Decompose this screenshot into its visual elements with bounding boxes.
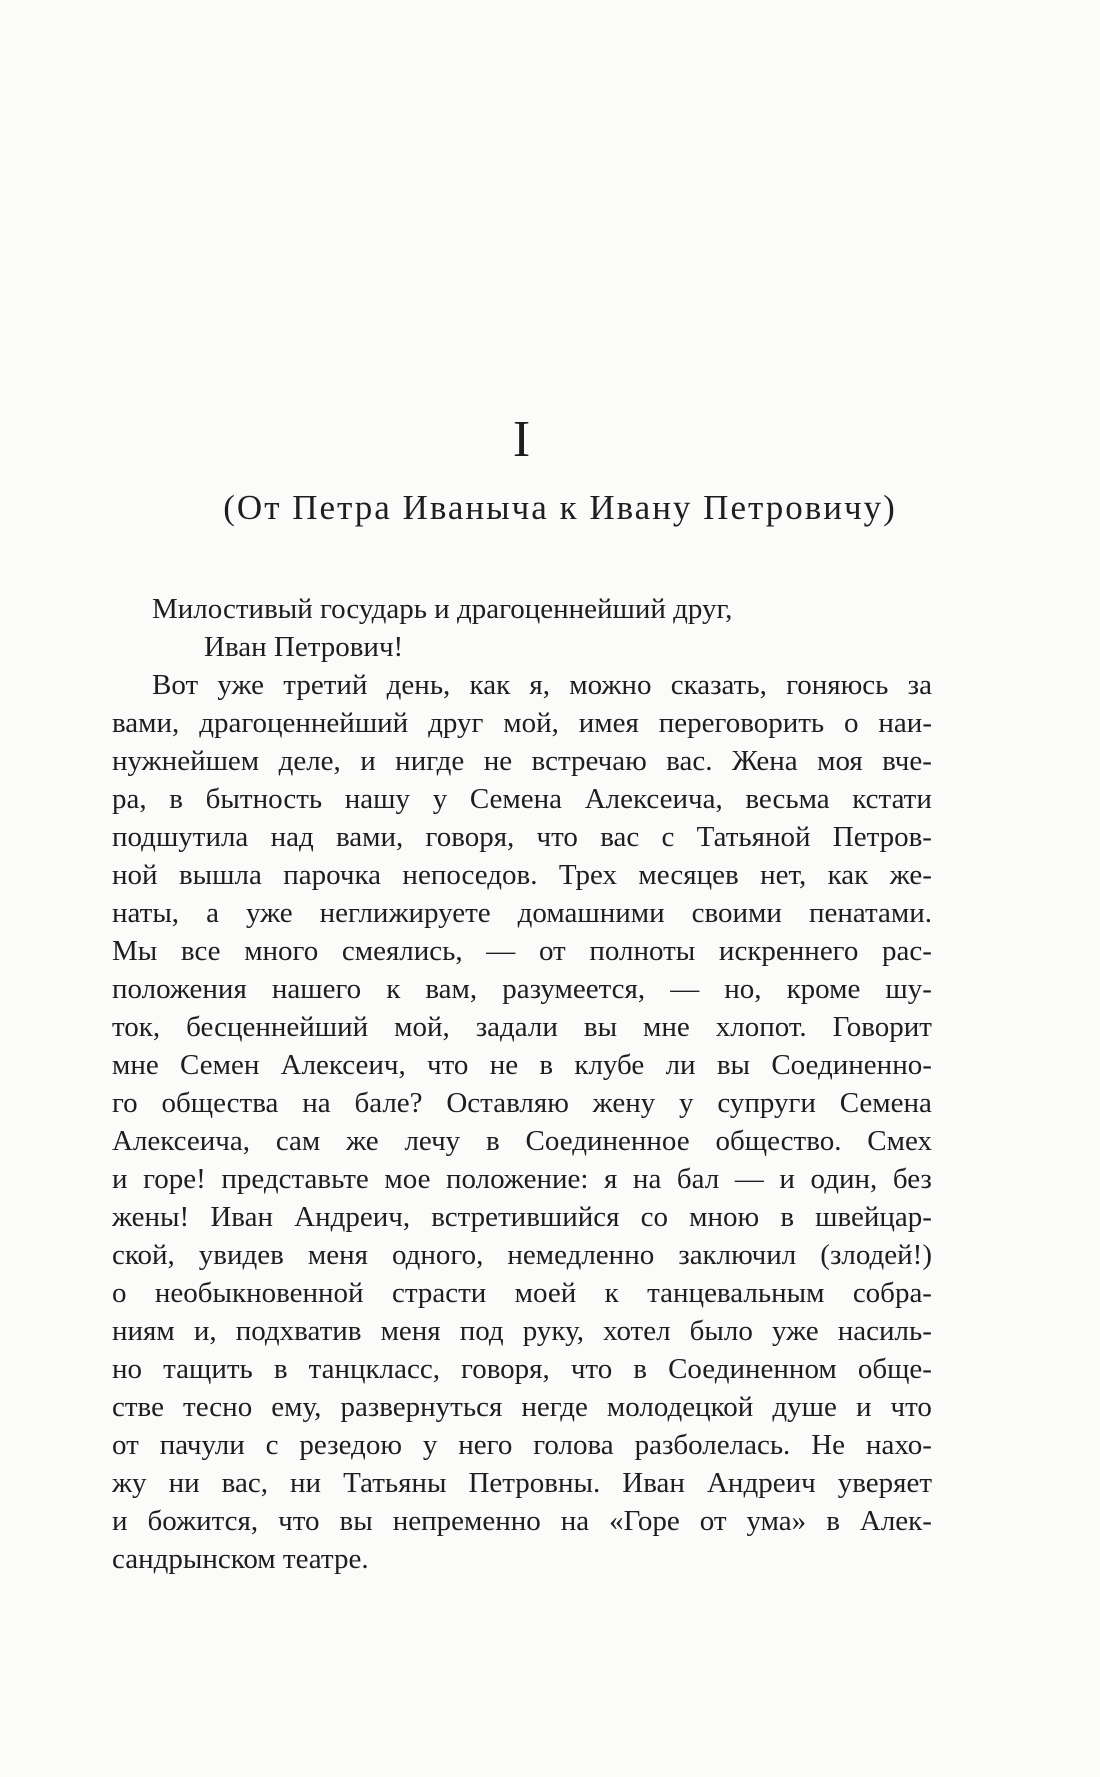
word: и bbox=[360, 745, 376, 777]
word: нужнейшем bbox=[112, 745, 260, 777]
word: ной bbox=[112, 859, 158, 891]
word: в bbox=[273, 1353, 288, 1385]
word: общества bbox=[161, 1087, 279, 1119]
word: а bbox=[206, 897, 219, 929]
word: Семен bbox=[180, 1049, 260, 1081]
word: я, bbox=[529, 669, 551, 701]
word: моя bbox=[817, 745, 863, 777]
word: танцкласс, bbox=[308, 1353, 440, 1385]
word: хотел bbox=[603, 1315, 671, 1347]
word: в bbox=[169, 783, 183, 815]
word: Алексеича, bbox=[112, 1125, 250, 1157]
word: что bbox=[427, 1049, 469, 1081]
word: меня bbox=[380, 1315, 441, 1347]
word: в bbox=[539, 1049, 554, 1081]
text-line: Иван Петрович! bbox=[204, 631, 404, 663]
word: обще- bbox=[857, 1353, 932, 1385]
word: тащить bbox=[163, 1353, 253, 1385]
word: ниям bbox=[112, 1315, 175, 1347]
word: голова bbox=[533, 1429, 614, 1461]
word: вы bbox=[716, 1049, 751, 1081]
word: представьте bbox=[221, 1163, 369, 1195]
word: говоря, bbox=[425, 821, 515, 853]
word: Петров- bbox=[832, 821, 932, 853]
word: божится, bbox=[147, 1505, 259, 1537]
word: деле, bbox=[278, 745, 341, 777]
word: жу bbox=[112, 1467, 147, 1499]
word: вы bbox=[583, 1011, 618, 1043]
text-line bbox=[112, 1046, 932, 1084]
word: Андреич bbox=[706, 1467, 816, 1499]
text-line: сандрынском театре. bbox=[112, 1543, 369, 1575]
word: моей bbox=[514, 1277, 577, 1309]
word: полноты bbox=[589, 935, 696, 967]
word: Вот bbox=[152, 669, 199, 701]
word: Алек- bbox=[859, 1505, 932, 1537]
word: страсти bbox=[391, 1277, 487, 1309]
word: с bbox=[265, 1429, 279, 1461]
word: мой, bbox=[394, 1011, 450, 1043]
chapter-number: I bbox=[512, 411, 532, 468]
word: вас bbox=[600, 821, 640, 853]
word: парочка bbox=[283, 859, 381, 891]
word: месяцев bbox=[638, 859, 739, 891]
word: и, bbox=[193, 1315, 217, 1347]
word: можно bbox=[569, 669, 652, 701]
word: у bbox=[679, 1087, 694, 1119]
word: Смех bbox=[867, 1125, 932, 1157]
text-line bbox=[112, 1274, 932, 1312]
word: Алексеич, bbox=[280, 1049, 406, 1081]
word: как bbox=[469, 669, 511, 701]
word: не bbox=[483, 745, 513, 777]
word: бесценнейший bbox=[186, 1011, 369, 1043]
word: что bbox=[536, 821, 578, 853]
word: бытность bbox=[205, 783, 323, 815]
word: собра- bbox=[852, 1277, 932, 1309]
word: Татьяной bbox=[696, 821, 811, 853]
word: супруги bbox=[717, 1087, 816, 1119]
word: от bbox=[538, 935, 566, 967]
word: мой, bbox=[503, 707, 559, 739]
word: сказать, bbox=[670, 669, 767, 701]
word: увидев bbox=[198, 1239, 284, 1271]
word: на bbox=[302, 1087, 331, 1119]
word: Иван bbox=[210, 1201, 273, 1233]
word: у bbox=[432, 783, 448, 815]
word: немедленно bbox=[507, 1239, 655, 1271]
word: жену bbox=[592, 1087, 656, 1119]
text-line bbox=[112, 742, 932, 780]
word: пачули bbox=[159, 1429, 245, 1461]
word: хлопот. bbox=[715, 1011, 807, 1043]
word: ни bbox=[290, 1467, 322, 1499]
word: (злодей!) bbox=[820, 1239, 932, 1271]
word: и bbox=[779, 1163, 795, 1195]
word: рас- bbox=[882, 935, 932, 967]
word: ему, bbox=[271, 1391, 322, 1423]
text-line bbox=[112, 1122, 932, 1160]
word: — bbox=[670, 973, 700, 1005]
word: за bbox=[907, 669, 932, 701]
word: смеялись, bbox=[341, 935, 463, 967]
word: нет, bbox=[760, 859, 807, 891]
word: и bbox=[855, 1391, 872, 1423]
word: один, bbox=[810, 1163, 878, 1195]
word: нашего bbox=[271, 973, 362, 1005]
word: наи- bbox=[878, 707, 932, 739]
text-line bbox=[112, 666, 932, 704]
word: заключил bbox=[678, 1239, 797, 1271]
word: мне bbox=[643, 1011, 690, 1043]
word: душе bbox=[772, 1391, 837, 1423]
text-line bbox=[112, 1236, 932, 1274]
word: над bbox=[270, 821, 314, 853]
word: Семена bbox=[469, 783, 563, 815]
word: под bbox=[459, 1315, 504, 1347]
word: разумеется, bbox=[502, 973, 646, 1005]
word: драгоценнейший bbox=[199, 707, 409, 739]
word: клубе bbox=[574, 1049, 645, 1081]
word: подхватив bbox=[235, 1315, 362, 1347]
word: встречаю bbox=[531, 745, 647, 777]
word: имея bbox=[578, 707, 639, 739]
word: и bbox=[112, 1163, 128, 1195]
text-line bbox=[112, 1160, 932, 1198]
word: о bbox=[844, 707, 859, 739]
word: бал bbox=[676, 1163, 720, 1195]
word: нахо- bbox=[865, 1429, 932, 1461]
word: го bbox=[112, 1087, 138, 1119]
word: ра, bbox=[112, 783, 147, 815]
word: уверяет bbox=[837, 1467, 932, 1499]
word: третий bbox=[283, 669, 368, 701]
word: Семена bbox=[839, 1087, 932, 1119]
word: много bbox=[244, 935, 319, 967]
word: в bbox=[780, 1201, 795, 1233]
word: положение: bbox=[446, 1163, 589, 1195]
word: Жена bbox=[731, 745, 798, 777]
word: задали bbox=[475, 1011, 558, 1043]
word: вышла bbox=[178, 859, 262, 891]
word: в bbox=[486, 1125, 500, 1157]
text-line bbox=[112, 1084, 932, 1122]
word: бале? bbox=[354, 1087, 423, 1119]
word: вас, bbox=[221, 1467, 268, 1499]
word: и bbox=[112, 1505, 128, 1537]
word: я bbox=[604, 1163, 618, 1195]
word: Петровны. bbox=[468, 1467, 601, 1499]
word: друг bbox=[428, 707, 484, 739]
text-line bbox=[112, 1008, 932, 1046]
word: молодецкой bbox=[606, 1391, 754, 1423]
word: Говорит bbox=[832, 1011, 932, 1043]
word: что bbox=[278, 1505, 320, 1537]
text-line bbox=[112, 704, 932, 742]
word: нашу bbox=[344, 783, 411, 815]
word: шу- bbox=[885, 973, 932, 1005]
word: Соединенное bbox=[525, 1125, 690, 1157]
word: день, bbox=[386, 669, 451, 701]
word: подшутила bbox=[112, 821, 249, 853]
word: домашними bbox=[517, 897, 665, 929]
word: все bbox=[180, 935, 221, 967]
word: говоря, bbox=[461, 1353, 550, 1385]
word: уже bbox=[217, 669, 265, 701]
word: непременно bbox=[392, 1505, 541, 1537]
word: без bbox=[892, 1163, 932, 1195]
word: мною bbox=[689, 1201, 760, 1233]
word: же- bbox=[889, 859, 932, 891]
word: к bbox=[604, 1277, 619, 1309]
word: Мы bbox=[112, 935, 158, 967]
word: уже bbox=[245, 897, 293, 929]
word: от bbox=[112, 1429, 139, 1461]
text-line bbox=[112, 1426, 932, 1464]
word: пенатами. bbox=[808, 897, 932, 929]
word: кстати bbox=[852, 783, 932, 815]
word: насиль- bbox=[837, 1315, 932, 1347]
word: вче- bbox=[882, 745, 932, 777]
word: к bbox=[386, 973, 401, 1005]
word: в bbox=[826, 1505, 840, 1537]
word: «Горе bbox=[609, 1505, 680, 1537]
word: сам bbox=[275, 1125, 321, 1157]
word: что bbox=[570, 1353, 613, 1385]
word: танцевальным bbox=[647, 1277, 825, 1309]
word: — bbox=[734, 1163, 764, 1195]
text-line bbox=[112, 856, 932, 894]
word: тесно bbox=[183, 1391, 253, 1423]
word: лечу bbox=[404, 1125, 461, 1157]
word: Иван bbox=[622, 1467, 685, 1499]
word: мне bbox=[112, 1049, 159, 1081]
word: жены! bbox=[112, 1201, 190, 1233]
word: в bbox=[633, 1353, 647, 1385]
word: на bbox=[632, 1163, 662, 1195]
word: переговорить bbox=[658, 707, 825, 739]
word: уже bbox=[771, 1315, 819, 1347]
word: со bbox=[640, 1201, 668, 1233]
word: Трех bbox=[558, 859, 617, 891]
word: но bbox=[112, 1353, 143, 1385]
word: необыкновенной bbox=[154, 1277, 364, 1309]
text-line bbox=[112, 780, 932, 818]
word: неглижируете bbox=[319, 897, 491, 929]
word: о bbox=[112, 1277, 127, 1309]
text-line bbox=[112, 1198, 932, 1236]
word: непоседов. bbox=[402, 859, 538, 891]
word: Татьяны bbox=[343, 1467, 447, 1499]
word: вами, bbox=[112, 707, 180, 739]
text-line bbox=[112, 970, 932, 1008]
word: ской, bbox=[112, 1239, 175, 1271]
word: резедою bbox=[299, 1429, 402, 1461]
word: вами, bbox=[335, 821, 404, 853]
word: ток, bbox=[112, 1011, 161, 1043]
word: у bbox=[422, 1429, 438, 1461]
letter-text-block bbox=[112, 590, 932, 1578]
word: искреннего bbox=[718, 935, 859, 967]
word: своими bbox=[691, 897, 782, 929]
chapter-subtitle: (От Петра Иваныча к Ивану Петровичу) bbox=[223, 488, 897, 527]
word: кроме bbox=[786, 973, 861, 1005]
word: с bbox=[661, 821, 675, 853]
word: него bbox=[458, 1429, 513, 1461]
word: Соединенном bbox=[668, 1353, 837, 1385]
word: от bbox=[699, 1505, 727, 1537]
word: весьма bbox=[745, 783, 830, 815]
word: гоняюсь bbox=[786, 669, 889, 701]
text-line bbox=[112, 1464, 932, 1502]
word: Не bbox=[811, 1429, 846, 1461]
word: но, bbox=[724, 973, 762, 1005]
word: меня bbox=[307, 1239, 368, 1271]
word: не bbox=[489, 1049, 519, 1081]
text-line bbox=[112, 1312, 932, 1350]
word: на bbox=[560, 1505, 590, 1537]
text-line bbox=[112, 1502, 932, 1540]
word: вы bbox=[339, 1505, 373, 1537]
word: — bbox=[486, 935, 516, 967]
word: же bbox=[346, 1125, 379, 1157]
word: швейцар- bbox=[815, 1201, 932, 1233]
word: вам, bbox=[425, 973, 478, 1005]
word: руку, bbox=[522, 1315, 584, 1347]
word: горе! bbox=[143, 1163, 206, 1195]
word: было bbox=[689, 1315, 753, 1347]
text-line bbox=[112, 818, 932, 856]
word: развернуться bbox=[340, 1391, 503, 1423]
text-line bbox=[112, 932, 932, 970]
word: нигде bbox=[395, 745, 465, 777]
text-line bbox=[112, 1388, 932, 1426]
word: общество. bbox=[715, 1125, 842, 1157]
word: одного, bbox=[391, 1239, 484, 1271]
word: положения bbox=[112, 973, 247, 1005]
word: встретившийся bbox=[431, 1201, 620, 1233]
word: ума» bbox=[746, 1505, 807, 1537]
word: стве bbox=[112, 1391, 164, 1423]
word: ли bbox=[665, 1049, 696, 1081]
word: Алексеича, bbox=[584, 783, 723, 815]
word: что bbox=[890, 1391, 932, 1423]
word: Андреич, bbox=[294, 1201, 411, 1233]
word: как bbox=[827, 859, 869, 891]
word: негде bbox=[521, 1391, 588, 1423]
word: разболелась. bbox=[634, 1429, 791, 1461]
text-line bbox=[112, 1350, 932, 1388]
text-line bbox=[112, 894, 932, 932]
text-line: Милостивый государь и драгоценнейший друг, bbox=[152, 593, 733, 625]
word: Соединенно- bbox=[771, 1049, 932, 1081]
word: Оставляю bbox=[446, 1087, 569, 1119]
word: ни bbox=[168, 1467, 200, 1499]
word: наты, bbox=[112, 897, 180, 929]
word: вас. bbox=[666, 745, 713, 777]
word: мое bbox=[384, 1163, 431, 1195]
